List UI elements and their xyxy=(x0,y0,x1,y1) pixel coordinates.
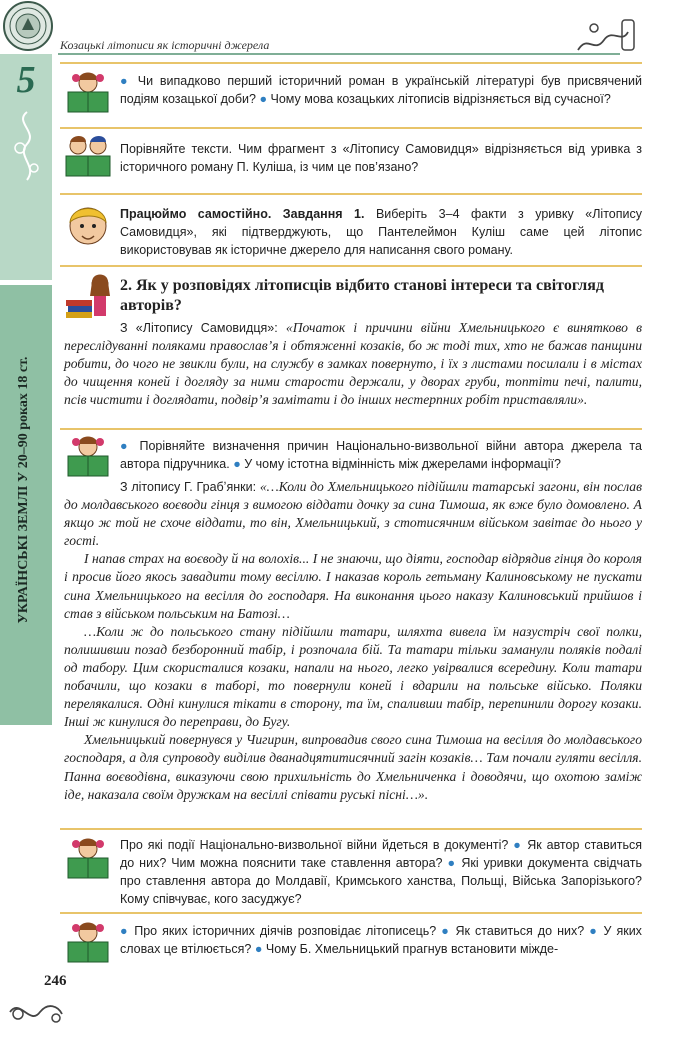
section-heading: 2. Як у розповідях літописців відбито станові інтереси та світогляд авторів? xyxy=(120,277,604,314)
reading-children-icon xyxy=(62,134,114,178)
seal-emblem-icon xyxy=(2,0,54,52)
question-text: Чи випадково перший історичний роман в українській літературі був присвячений подіям козацької доби? xyxy=(120,74,642,106)
ornament-icon xyxy=(8,108,46,188)
separator xyxy=(60,828,642,830)
source-lead: З літопису Г. Грабʼянки: xyxy=(120,480,260,494)
source-lead: З «Літопису Самовидця»: xyxy=(120,321,286,335)
quote-text: «…Коли до Хмельницького підійшли татарські загони, він послав до молдавського воєводи гінця з вимогою віддати дочку за сина Тимоша, як вже було домовлено. А якщо ж той не схоче віддати, то він, Хмельницький, з стотисячним військом завітає до нього у гості. xyxy=(64,479,642,549)
bullet-icon: ● xyxy=(441,924,451,938)
quote-text: І напав страх на воєводу й на волохів... І не знаючи, що діяти, господар відрядив гінця до короля і просив його якось завадити тому весіллю. І наказав король гетьману Калиновському не пускати сина Хмельницького на весілля до господаря. На виконання цього наказу Калиновський прийшов і став з військом польським на Батозі… xyxy=(64,551,642,621)
chapter-number: 5 xyxy=(16,59,36,101)
bullet-icon: ● xyxy=(589,924,599,938)
question-block-4 xyxy=(120,437,642,473)
ornament-icon xyxy=(574,14,638,56)
question-block-5 xyxy=(120,836,642,908)
quote-text: …Коли ж до польського стану підійшли татари, шляхта вивела їм назустріч свої полки, полишивши позад безборонний табір, і розпочала бій. Та татари тільки заманули поляків подалі од табору. Цим скористалися козаки, напали на нього, легко увірвалися всередину. Коли татари побачили, що козаки в таборі, то повернули коней і вдарили на польське військо. Поляки перелякалися. Одні кинулися тікати в сторону, та їм, спаливши табір, перепинили дорогу козаки. Інші ж кинулися до переправи, до Бугу. xyxy=(64,623,642,730)
vertical-section-title: УКРАЇНСЬКІ ЗЕМЛІ У 20–90 роках 18 ст. xyxy=(16,356,31,624)
ornament-icon xyxy=(6,994,70,1030)
task-label: Працюймо самостійно. Завдання 1. xyxy=(120,207,365,221)
question-block-6 xyxy=(120,922,642,958)
question-block-1 xyxy=(120,72,642,108)
separator xyxy=(60,127,642,129)
question-text: У яких словах це втілюється? xyxy=(120,924,642,956)
bullet-icon: ● xyxy=(233,457,241,471)
separator xyxy=(60,62,642,64)
boy-thinking-icon xyxy=(62,202,114,254)
girl-with-books-icon xyxy=(62,270,114,320)
bullet-icon: ● xyxy=(513,838,523,852)
question-text: Порівняйте визначення причин Національно-визвольної війни автора джерела та автора підручника. xyxy=(120,439,642,471)
task-text: Виберіть 3–4 факти з уривку «Літопису Самовидця», які підтверджують, що Пантелеймон Куліш саме цей літопис використовував як історичне джерело для написання свого роману. xyxy=(120,207,642,257)
question-text: Як ставиться до них? xyxy=(455,924,585,938)
question-text: Про які події Національно-визвольної війни йдеться в документі? xyxy=(120,838,509,852)
quote-text: Хмельницький повернувся у Чигирин, випровадив свого сина Тимоша на весілля до молдавського господаря, а для супроводу виділив дванадцятитисячний загін козаків… Там почали гуляти весілля. Панна воєводівна, виказуючи свою прихильність до Хмельниченка і доводячи, що охотою заміж іде, наказала своїм дружкам на весіллі співати руські пісні…». xyxy=(64,732,642,802)
bullet-icon: ● xyxy=(447,856,457,870)
bullet-icon: ● xyxy=(254,942,263,956)
reading-girl-icon xyxy=(62,70,114,114)
question-text: Чому Б. Хмельницький прагнув встановити міжде- xyxy=(265,942,559,956)
question-text: Про яких історичних діячів розповідає літописець? xyxy=(134,924,437,938)
source-quote-samovydets xyxy=(64,319,642,409)
question-text: Чому мова козацьких літописів відрізняється від сучасної? xyxy=(270,92,611,106)
header-rule xyxy=(58,53,620,55)
task-block xyxy=(120,205,642,259)
bullet-icon: ● xyxy=(120,439,132,453)
question-text: Які уривки документа свідчать про ставлення автора до Молдавії, Кримського ханства, Польщі, Війська Запорізького? Кому співчуває, кого засуджує? xyxy=(120,856,642,906)
quote-text: «Початок і причини війни Хмельницького є винятково в переслідуванні поляками православ’я і обтяженні козаків, бо ж тоді тих, хто не бажав панщини робити, до чого не звикли були, на службу в замках повернуто, і їх з листами посилали і в містах до чищення коней і догляду за ними старости держали, у дворах груби, топтіти печі, палити, псів чистити і доглядати, подвір’я замітати і до інших нестерпних робіт приставляли». xyxy=(64,320,642,408)
source-quote-hrabianka xyxy=(64,478,642,804)
question-text: У чому істотна відмінність між джерелами інформації? xyxy=(244,457,561,471)
running-header: Козацькі літописи як історичні джерела xyxy=(60,38,270,52)
page-number: 246 xyxy=(44,973,67,989)
reading-girl-icon xyxy=(62,920,114,964)
separator xyxy=(60,265,642,267)
reading-girl-icon xyxy=(62,836,114,880)
question-block-2: Порівняйте тексти. Чим фрагмент з «Літопису Самовидця» відрізняється від уривка з історичного роману П. Куліша, із чим це пов’язано? xyxy=(120,142,642,174)
separator xyxy=(60,193,642,195)
bullet-icon: ● xyxy=(120,924,130,938)
separator xyxy=(60,912,642,914)
separator xyxy=(60,428,642,430)
question-text: Як автор ставиться до них? Чим можна пояснити таке ставлення автора? xyxy=(120,838,642,870)
bullet-icon: ● xyxy=(120,74,131,88)
reading-girl-icon xyxy=(62,434,114,478)
bullet-icon: ● xyxy=(259,92,268,106)
